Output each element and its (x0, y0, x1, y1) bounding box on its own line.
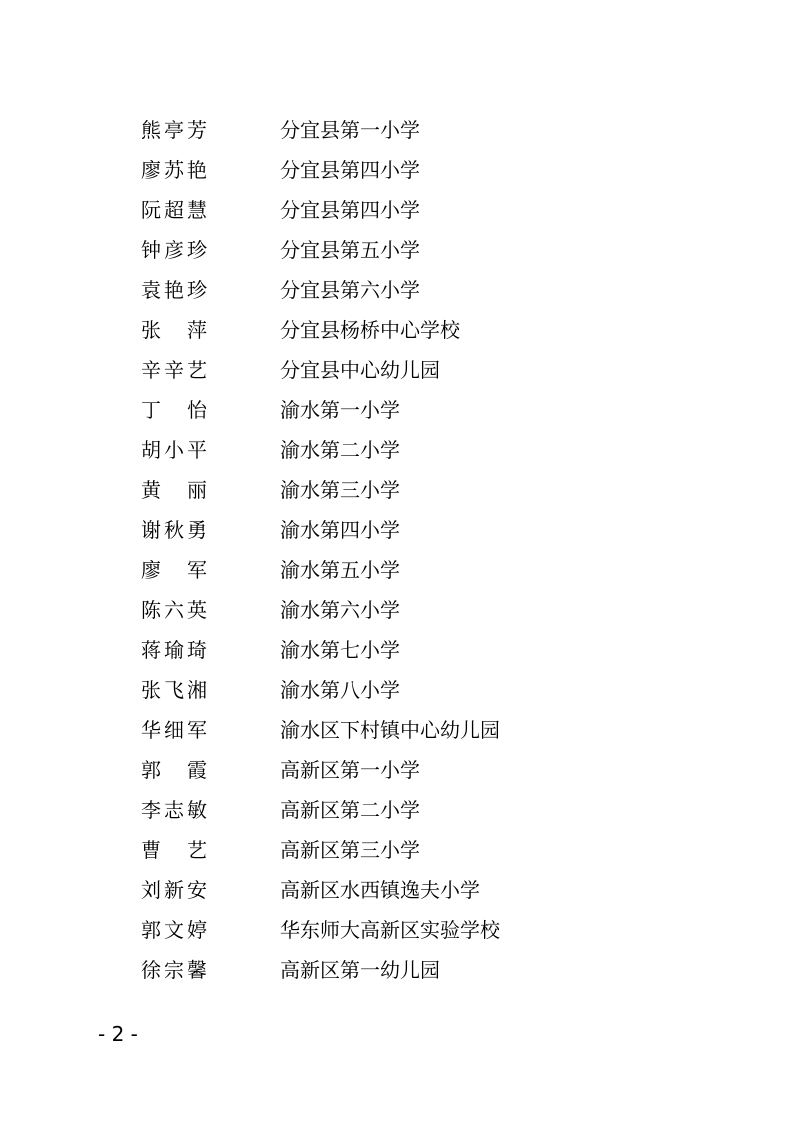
roster-row (0, 190, 793, 230)
school-name: 分宜县第六小学 (280, 278, 420, 302)
school-name: 渝水第四小学 (280, 518, 400, 542)
person-name: 廖 军 (141, 558, 207, 582)
roster-row (0, 550, 793, 590)
roster-row (0, 670, 793, 710)
roster-row (0, 510, 793, 550)
school-name: 渝水第八小学 (280, 678, 400, 702)
school-name: 分宜县第四小学 (280, 198, 420, 222)
person-name: 辛辛艺 (141, 358, 207, 382)
roster-row (0, 390, 793, 430)
school-name: 分宜县第五小学 (280, 238, 420, 262)
school-name: 渝水第五小学 (280, 558, 400, 582)
school-name: 分宜县杨桥中心学校 (280, 318, 460, 342)
roster-row (0, 710, 793, 750)
person-name: 熊亭芳 (141, 118, 207, 142)
person-name: 廖苏艳 (141, 158, 207, 182)
school-name: 渝水第六小学 (280, 598, 400, 622)
school-name: 渝水第二小学 (280, 438, 400, 462)
school-name: 渝水区下村镇中心幼儿园 (280, 718, 500, 742)
person-name: 郭 霞 (141, 758, 207, 782)
roster-row (0, 830, 793, 870)
person-name: 谢秋勇 (141, 518, 207, 542)
school-name: 华东师大高新区实验学校 (280, 918, 500, 942)
person-name: 曹 艺 (141, 838, 207, 862)
school-name: 渝水第七小学 (280, 638, 400, 662)
person-name: 阮超慧 (141, 198, 207, 222)
person-name: 华细军 (141, 718, 207, 742)
school-name: 渝水第一小学 (280, 398, 400, 422)
roster-row (0, 950, 793, 990)
roster-row (0, 150, 793, 190)
roster-row (0, 750, 793, 790)
person-name: 丁 怡 (141, 398, 207, 422)
person-name: 陈六英 (141, 598, 207, 622)
school-name: 高新区第一小学 (280, 758, 420, 782)
person-name: 刘新安 (141, 878, 207, 902)
roster-row (0, 310, 793, 350)
school-name: 分宜县第一小学 (280, 118, 420, 142)
school-name: 高新区第三小学 (280, 838, 420, 862)
roster-row (0, 870, 793, 910)
person-name: 胡小平 (141, 438, 207, 462)
roster-row (0, 590, 793, 630)
roster-row (0, 630, 793, 670)
roster-row (0, 110, 793, 150)
person-name: 徐宗馨 (141, 958, 207, 982)
school-name: 分宜县中心幼儿园 (280, 358, 440, 382)
roster-row (0, 270, 793, 310)
award-roster (0, 110, 793, 990)
roster-row (0, 350, 793, 390)
roster-row (0, 790, 793, 830)
roster-row (0, 430, 793, 470)
roster-row (0, 230, 793, 270)
person-name: 袁艳珍 (141, 278, 207, 302)
page-number: - 2 - (98, 1022, 138, 1046)
roster-row (0, 470, 793, 510)
school-name: 高新区第二小学 (280, 798, 420, 822)
roster-row (0, 910, 793, 950)
school-name: 高新区第一幼儿园 (280, 958, 440, 982)
school-name: 渝水第三小学 (280, 478, 400, 502)
person-name: 张 萍 (141, 318, 207, 342)
person-name: 蒋瑜琦 (141, 638, 207, 662)
person-name: 钟彦珍 (141, 238, 207, 262)
person-name: 黄 丽 (141, 478, 207, 502)
school-name: 分宜县第四小学 (280, 158, 420, 182)
person-name: 李志敏 (141, 798, 207, 822)
person-name: 郭文婷 (141, 918, 207, 942)
school-name: 高新区水西镇逸夫小学 (280, 878, 480, 902)
person-name: 张飞湘 (141, 678, 207, 702)
